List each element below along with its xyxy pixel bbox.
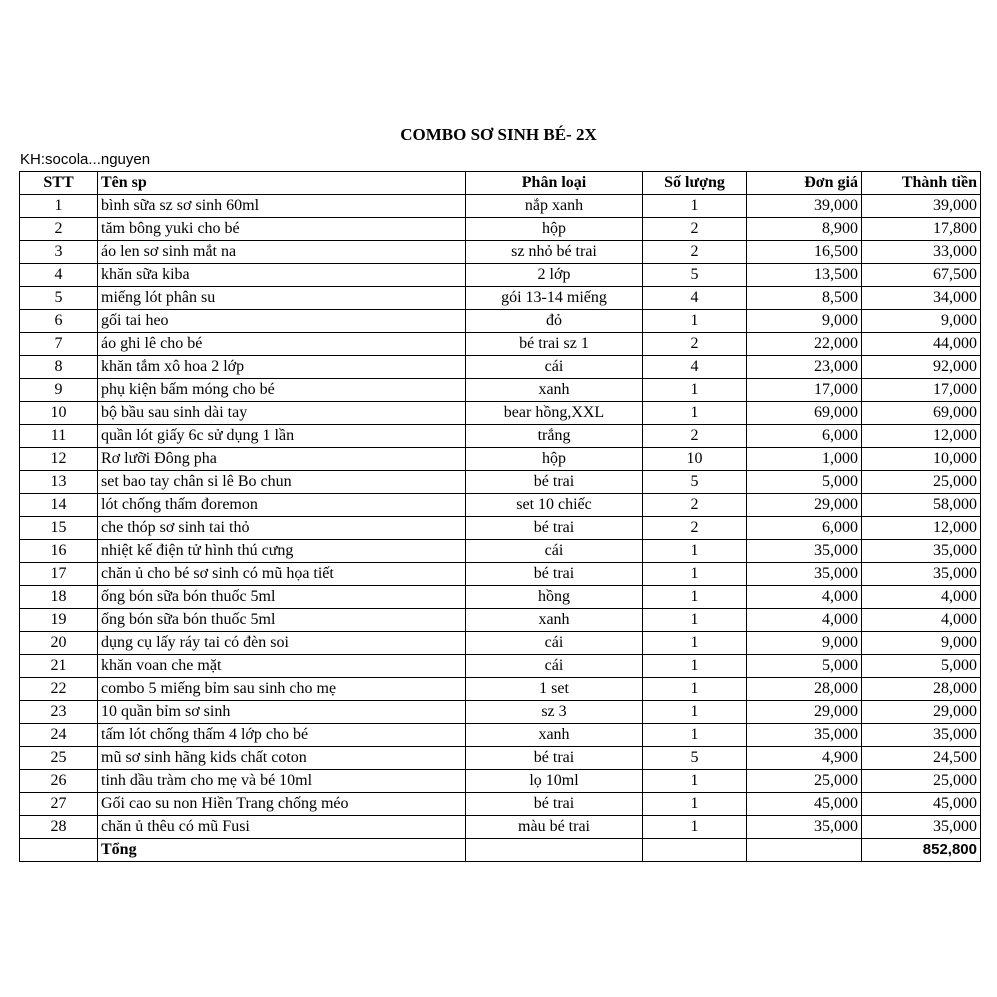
cell-product-name: set bao tay chân si lê Bo chun <box>98 471 466 494</box>
cell-stt: 5 <box>20 287 98 310</box>
cell-stt: 24 <box>20 724 98 747</box>
cell-product-name: Rơ lưỡi Đông pha <box>98 448 466 471</box>
cell-line-total: 12,000 <box>862 425 981 448</box>
cell-variant: hộp <box>466 218 643 241</box>
table-row <box>20 218 981 241</box>
cell-quantity: 1 <box>643 402 747 425</box>
cell-variant: bé trai sz 1 <box>466 333 643 356</box>
cell-variant: lọ 10ml <box>466 770 643 793</box>
cell-stt: 27 <box>20 793 98 816</box>
table-row <box>20 747 981 770</box>
cell-stt: 13 <box>20 471 98 494</box>
cell-line-total: 44,000 <box>862 333 981 356</box>
cell-variant: cái <box>466 356 643 379</box>
cell-variant: bear hồng,XXL <box>466 402 643 425</box>
cell-quantity: 1 <box>643 793 747 816</box>
cell-product-name: phụ kiện bấm móng cho bé <box>98 379 466 402</box>
cell-stt: 10 <box>20 402 98 425</box>
cell-stt: 21 <box>20 655 98 678</box>
column-header-stt: STT <box>20 172 98 195</box>
table-row <box>20 816 981 839</box>
cell-line-total: 5,000 <box>862 655 981 678</box>
customer-name: KH:socola...nguyen <box>20 151 151 168</box>
cell-product-name: chăn ủ thêu có mũ Fusi <box>98 816 466 839</box>
cell-product-name: Gối cao su non Hiền Trang chống méo <box>98 793 466 816</box>
cell-line-total: 45,000 <box>862 793 981 816</box>
table-row <box>20 356 981 379</box>
cell-unit-price: 5,000 <box>747 655 862 678</box>
cell-product-name: khăn sữa kiba <box>98 264 466 287</box>
cell-product-name: mũ sơ sinh hãng kids chất coton <box>98 747 466 770</box>
cell-unit-price: 5,000 <box>747 471 862 494</box>
cell-variant: hồng <box>466 586 643 609</box>
cell-unit-price: 25,000 <box>747 770 862 793</box>
table-row <box>20 195 981 218</box>
cell-unit-price: 8,500 <box>747 287 862 310</box>
table-row <box>20 770 981 793</box>
cell-product-name: bình sữa sz sơ sinh 60ml <box>98 195 466 218</box>
cell-product-name: quần lót giấy 6c sử dụng 1 lần <box>98 425 466 448</box>
cell-stt: 4 <box>20 264 98 287</box>
table-row <box>20 540 981 563</box>
cell-unit-price: 39,000 <box>747 195 862 218</box>
cell-variant: bé trai <box>466 793 643 816</box>
column-header-qty: Số lượng <box>643 172 747 195</box>
total-empty-cell <box>466 839 643 862</box>
table-row <box>20 425 981 448</box>
cell-unit-price: 69,000 <box>747 402 862 425</box>
cell-stt: 17 <box>20 563 98 586</box>
cell-line-total: 35,000 <box>862 563 981 586</box>
cell-unit-price: 23,000 <box>747 356 862 379</box>
cell-product-name: ống bón sữa bón thuốc 5ml <box>98 586 466 609</box>
cell-unit-price: 35,000 <box>747 563 862 586</box>
cell-quantity: 2 <box>643 333 747 356</box>
table-row <box>20 264 981 287</box>
cell-quantity: 2 <box>643 517 747 540</box>
cell-unit-price: 35,000 <box>747 816 862 839</box>
cell-unit-price: 4,900 <box>747 747 862 770</box>
cell-stt: 3 <box>20 241 98 264</box>
cell-stt: 23 <box>20 701 98 724</box>
cell-product-name: che thóp sơ sinh tai thỏ <box>98 517 466 540</box>
cell-quantity: 4 <box>643 287 747 310</box>
cell-line-total: 25,000 <box>862 471 981 494</box>
cell-quantity: 4 <box>643 356 747 379</box>
cell-unit-price: 1,000 <box>747 448 862 471</box>
cell-product-name: ống bón sữa bón thuốc 5ml <box>98 609 466 632</box>
table-row <box>20 379 981 402</box>
cell-product-name: dụng cụ lấy ráy tai có đèn soi <box>98 632 466 655</box>
cell-stt: 1 <box>20 195 98 218</box>
table-row <box>20 563 981 586</box>
cell-quantity: 1 <box>643 655 747 678</box>
cell-line-total: 9,000 <box>862 310 981 333</box>
cell-variant: xanh <box>466 724 643 747</box>
table-row <box>20 517 981 540</box>
cell-line-total: 17,000 <box>862 379 981 402</box>
table-row <box>20 724 981 747</box>
total-row <box>20 839 981 862</box>
table-row <box>20 793 981 816</box>
cell-stt: 14 <box>20 494 98 517</box>
table-row <box>20 287 981 310</box>
cell-line-total: 35,000 <box>862 724 981 747</box>
cell-variant: màu bé trai <box>466 816 643 839</box>
cell-quantity: 1 <box>643 770 747 793</box>
cell-line-total: 10,000 <box>862 448 981 471</box>
table-row <box>20 448 981 471</box>
cell-variant: set 10 chiếc <box>466 494 643 517</box>
cell-line-total: 24,500 <box>862 747 981 770</box>
cell-line-total: 4,000 <box>862 586 981 609</box>
cell-line-total: 34,000 <box>862 287 981 310</box>
cell-line-total: 92,000 <box>862 356 981 379</box>
column-header-type: Phân loại <box>466 172 643 195</box>
table-row <box>20 471 981 494</box>
table-row <box>20 609 981 632</box>
cell-quantity: 10 <box>643 448 747 471</box>
cell-quantity: 1 <box>643 195 747 218</box>
table-row <box>20 655 981 678</box>
cell-unit-price: 6,000 <box>747 425 862 448</box>
cell-stt: 16 <box>20 540 98 563</box>
cell-unit-price: 28,000 <box>747 678 862 701</box>
cell-quantity: 1 <box>643 816 747 839</box>
cell-product-name: nhiệt kế điện tử hình thú cưng <box>98 540 466 563</box>
column-header-name: Tên sp <box>98 172 466 195</box>
cell-line-total: 29,000 <box>862 701 981 724</box>
total-empty-cell <box>643 839 747 862</box>
cell-line-total: 67,500 <box>862 264 981 287</box>
cell-variant: gói 13-14 miếng <box>466 287 643 310</box>
cell-product-name: bộ bầu sau sinh dài tay <box>98 402 466 425</box>
cell-stt: 26 <box>20 770 98 793</box>
cell-variant: xanh <box>466 379 643 402</box>
cell-product-name: tinh dầu tràm cho mẹ và bé 10ml <box>98 770 466 793</box>
cell-unit-price: 35,000 <box>747 540 862 563</box>
column-header-price: Đơn giá <box>747 172 862 195</box>
table-row <box>20 632 981 655</box>
cell-product-name: tăm bông yuki cho bé <box>98 218 466 241</box>
cell-stt: 28 <box>20 816 98 839</box>
cell-stt: 12 <box>20 448 98 471</box>
cell-unit-price: 22,000 <box>747 333 862 356</box>
cell-unit-price: 17,000 <box>747 379 862 402</box>
cell-variant: nắp xanh <box>466 195 643 218</box>
total-label: Tổng <box>98 839 466 862</box>
cell-stt: 19 <box>20 609 98 632</box>
cell-unit-price: 13,500 <box>747 264 862 287</box>
cell-product-name: lót chống thấm đoremon <box>98 494 466 517</box>
cell-variant: cái <box>466 540 643 563</box>
total-empty-cell <box>747 839 862 862</box>
cell-variant: bé trai <box>466 471 643 494</box>
cell-quantity: 1 <box>643 540 747 563</box>
cell-stt: 25 <box>20 747 98 770</box>
cell-line-total: 35,000 <box>862 540 981 563</box>
cell-variant: trắng <box>466 425 643 448</box>
cell-line-total: 39,000 <box>862 195 981 218</box>
total-empty-cell <box>20 839 98 862</box>
cell-line-total: 9,000 <box>862 632 981 655</box>
cell-quantity: 2 <box>643 218 747 241</box>
cell-product-name: khăn voan che mặt <box>98 655 466 678</box>
cell-quantity: 5 <box>643 747 747 770</box>
cell-variant: bé trai <box>466 747 643 770</box>
cell-product-name: 10 quần bỉm sơ sinh <box>98 701 466 724</box>
cell-variant: sz nhỏ bé trai <box>466 241 643 264</box>
cell-stt: 11 <box>20 425 98 448</box>
table-row <box>20 241 981 264</box>
cell-stt: 7 <box>20 333 98 356</box>
column-header-total: Thành tiền <box>862 172 981 195</box>
cell-stt: 6 <box>20 310 98 333</box>
cell-line-total: 4,000 <box>862 609 981 632</box>
cell-quantity: 1 <box>643 379 747 402</box>
cell-unit-price: 4,000 <box>747 586 862 609</box>
cell-quantity: 1 <box>643 632 747 655</box>
cell-variant: xanh <box>466 609 643 632</box>
cell-stt: 15 <box>20 517 98 540</box>
table-row <box>20 333 981 356</box>
cell-stt: 20 <box>20 632 98 655</box>
cell-quantity: 1 <box>643 310 747 333</box>
cell-unit-price: 35,000 <box>747 724 862 747</box>
cell-unit-price: 29,000 <box>747 494 862 517</box>
cell-stt: 9 <box>20 379 98 402</box>
table-body <box>20 195 981 839</box>
table-header-row <box>20 172 981 195</box>
cell-quantity: 5 <box>643 264 747 287</box>
cell-line-total: 33,000 <box>862 241 981 264</box>
cell-line-total: 12,000 <box>862 517 981 540</box>
cell-line-total: 17,800 <box>862 218 981 241</box>
cell-line-total: 28,000 <box>862 678 981 701</box>
cell-quantity: 1 <box>643 724 747 747</box>
cell-quantity: 1 <box>643 586 747 609</box>
cell-stt: 2 <box>20 218 98 241</box>
cell-unit-price: 9,000 <box>747 632 862 655</box>
cell-line-total: 35,000 <box>862 816 981 839</box>
cell-variant: 2 lớp <box>466 264 643 287</box>
cell-line-total: 58,000 <box>862 494 981 517</box>
total-value: 852,800 <box>862 839 981 862</box>
cell-quantity: 2 <box>643 425 747 448</box>
document-title: COMBO SƠ SINH BÉ- 2X <box>400 125 597 144</box>
table-row <box>20 701 981 724</box>
cell-unit-price: 4,000 <box>747 609 862 632</box>
cell-product-name: tấm lót chống thấm 4 lớp cho bé <box>98 724 466 747</box>
cell-variant: cái <box>466 632 643 655</box>
cell-variant: sz 3 <box>466 701 643 724</box>
cell-product-name: khăn tắm xô hoa 2 lớp <box>98 356 466 379</box>
cell-unit-price: 9,000 <box>747 310 862 333</box>
cell-unit-price: 8,900 <box>747 218 862 241</box>
cell-variant: hộp <box>466 448 643 471</box>
cell-quantity: 2 <box>643 241 747 264</box>
cell-variant: đỏ <box>466 310 643 333</box>
cell-quantity: 1 <box>643 701 747 724</box>
cell-product-name: áo len sơ sinh mắt na <box>98 241 466 264</box>
cell-unit-price: 6,000 <box>747 517 862 540</box>
cell-product-name: chăn ủ cho bé sơ sinh có mũ họa tiết <box>98 563 466 586</box>
cell-line-total: 25,000 <box>862 770 981 793</box>
cell-product-name: miếng lót phân su <box>98 287 466 310</box>
cell-variant: 1 set <box>466 678 643 701</box>
cell-quantity: 1 <box>643 563 747 586</box>
cell-stt: 22 <box>20 678 98 701</box>
cell-product-name: áo ghi lê cho bé <box>98 333 466 356</box>
cell-quantity: 2 <box>643 494 747 517</box>
table-row <box>20 494 981 517</box>
cell-variant: cái <box>466 655 643 678</box>
cell-quantity: 1 <box>643 678 747 701</box>
cell-variant: bé trai <box>466 563 643 586</box>
cell-product-name: gối tai heo <box>98 310 466 333</box>
cell-line-total: 69,000 <box>862 402 981 425</box>
cell-unit-price: 29,000 <box>747 701 862 724</box>
cell-quantity: 5 <box>643 471 747 494</box>
cell-quantity: 1 <box>643 609 747 632</box>
cell-unit-price: 16,500 <box>747 241 862 264</box>
table-row <box>20 678 981 701</box>
table-row <box>20 310 981 333</box>
order-table <box>19 171 981 862</box>
cell-unit-price: 45,000 <box>747 793 862 816</box>
cell-variant: bé trai <box>466 517 643 540</box>
table-row <box>20 586 981 609</box>
cell-stt: 18 <box>20 586 98 609</box>
cell-stt: 8 <box>20 356 98 379</box>
table-row <box>20 402 981 425</box>
cell-product-name: combo 5 miếng bỉm sau sinh cho mẹ <box>98 678 466 701</box>
